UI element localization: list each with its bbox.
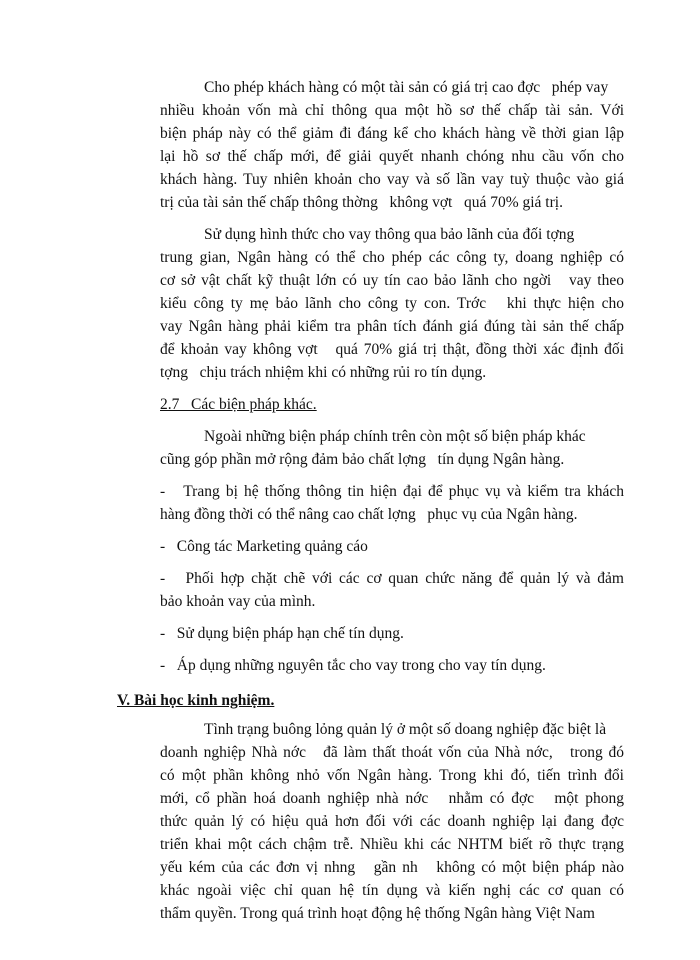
text-line: bảo khoản vay của mình. (160, 593, 316, 610)
text-line: - Sử dụng biện pháp hạn chế tín dụng. (160, 625, 404, 642)
text-line: trung gian, Ngân hàng có thể cho phép các công ty, doang nghiệp có (160, 249, 624, 266)
section-heading: V. Bài học kinh nghiệm. (117, 692, 275, 709)
text-line: biện pháp này có thể giảm đi đáng kể cho khách hàng về thời gian lập (160, 125, 624, 142)
text-line: cũng góp phần mở rộng đảm bảo chất lợng tín dụng Ngân hàng. (160, 451, 565, 468)
text-line: - Áp dụng những nguyên tắc cho vay trong cho vay tín dụng. (160, 657, 546, 674)
text-line: có một phần không nhỏ vốn Ngân hàng. Trong khi đó, tiến trình đổi (160, 767, 624, 784)
text-line: tợng chịu trách nhiệm khi có những rủi ro tín dụng. (160, 364, 487, 381)
text-line: Ngoài những biện pháp chính trên còn một số biện pháp khác (204, 428, 586, 445)
text-line: doanh nghiệp Nhà nớc đã làm thất thoát vốn của Nhà nớc, trong đó (160, 744, 624, 761)
text-line: Sử dụng hình thức cho vay thông qua bảo lãnh của đối tợng (204, 226, 575, 243)
text-line: hàng đồng thời có thể nâng cao chất lợng phục vụ của Ngân hàng. (160, 506, 578, 523)
text-line: - Phối hợp chặt chẽ với các cơ quan chức năng để quản lý và đảm (160, 570, 624, 587)
text-line: thẩm quyền. Trong quá trình hoạt động hệ thống Ngân hàng Việt Nam (160, 905, 595, 922)
text-line: lại hồ sơ thế chấp mới, để giải quyết nhanh chóng nhu cầu vốn cho (160, 148, 624, 165)
text-line: kiểu công ty mẹ bảo lãnh cho công ty con. Trớc khi thực hiện cho (160, 295, 624, 312)
text-line: vay Ngân hàng phải kiểm tra phân tích đánh giá đúng tài sản thế chấp (160, 318, 624, 335)
text-line: Cho phép khách hàng có một tài sản có giá trị cao đợc phép vay (204, 79, 609, 96)
text-line: - Trang bị hệ thống thông tin hiện đại để phục vụ và kiểm tra khách (160, 483, 624, 500)
text-line: triển khai một cách chậm trễ. Nhiều khi các NHTM biết rõ thực trạng (160, 836, 624, 853)
text-line: mới, cổ phần hoá doanh nghiệp nhà nớc nhằm có đợc một phong (160, 790, 624, 807)
text-line: để khoản vay không vợt quá 70% giá trị thật, đồng thời xác định đối (160, 341, 624, 358)
text-line: khác ngoài việc chỉ quan hệ tín dụng và kiến nghị các cơ quan có (160, 882, 624, 899)
text-line: yếu kém của các đơn vị nhng gần nh không có một biện pháp nào (160, 859, 624, 876)
text-line: Tình trạng buông lỏng quản lý ở một số doang nghiệp đặc biệt là (204, 721, 607, 738)
text-line: - Công tác Marketing quảng cáo (160, 538, 368, 555)
subsection-heading: 2.7 Các biện pháp khác. (160, 396, 317, 413)
text-line: trị của tài sản thế chấp thông thờng không vợt quá 70% giá trị. (160, 194, 563, 211)
text-line: thức quản lý có hiệu quả hơn đối với các doanh nghiệp lại đang đợc (160, 813, 624, 830)
text-line: khách hàng. Tuy nhiên khoản cho vay và số lần vay tuỳ thuộc vào giá (160, 171, 624, 188)
text-line: cơ sở vật chất kỹ thuật lớn có uy tín cao bảo lãnh cho ngời vay theo (160, 272, 624, 289)
text-line: nhiều khoản vốn mà chỉ thông qua một hồ sơ thế chấp tài sản. Với (160, 102, 624, 119)
